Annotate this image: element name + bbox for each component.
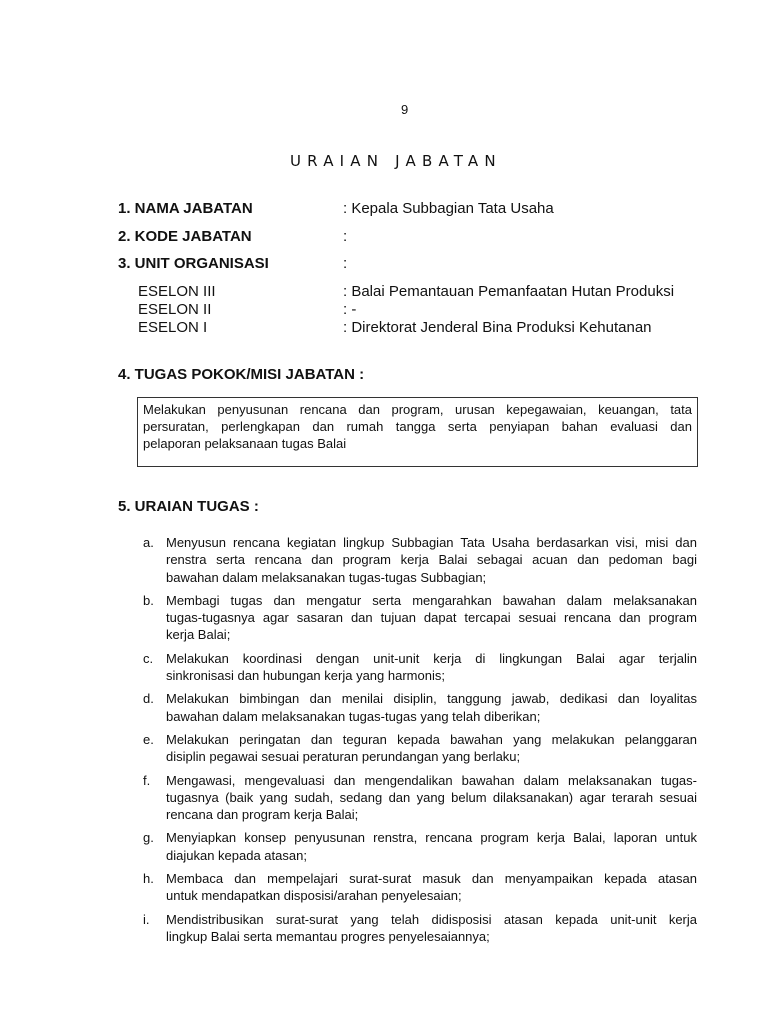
field-label-unit-organisasi: 3. UNIT ORGANISASI <box>118 255 269 272</box>
list-item-line: Melakukan koordinasi dengan unit-unit kerja di lingkungan Balai agar terjalin <box>166 650 697 666</box>
field-label-nama-jabatan: 1. NAMA JABATAN <box>118 200 253 217</box>
list-item-letter: e. <box>143 731 154 747</box>
list-item-text <box>166 829 697 864</box>
eselon-iii-value: : Balai Pemantauan Pemanfaatan Hutan Produksi <box>343 283 675 300</box>
list-item-line: renstra serta rencana dan program kerja Balai sebagai acuan dan pedoman bagi <box>166 552 697 568</box>
eselon-ii-label: ESELON II <box>138 301 212 318</box>
eselon-i-value: : Direktorat Jenderal Bina Produksi Kehutanan <box>343 319 652 336</box>
list-item-line: diajukan kepada atasan; <box>166 847 307 863</box>
list-item-text <box>166 870 697 905</box>
list-item-line: untuk mendapatkan disposisi/arahan penyelesaian; <box>166 888 462 904</box>
list-item-text <box>166 650 697 685</box>
uraian-tugas-list <box>143 534 697 951</box>
tugas-pokok-box <box>137 397 698 467</box>
list-item-line: tugasnya (baik yang sudah, sedang dan yang belum dilaksanakan) agar terarah sesuai <box>166 789 697 805</box>
list-item <box>143 534 697 586</box>
list-item-text <box>166 690 697 725</box>
list-item-line: Melakukan bimbingan dan menilai disiplin, tanggung jawab, dedikasi dan loyalitas <box>166 691 697 707</box>
tugas-pokok-line: pelaporan pelaksanaan tugas Balai <box>143 436 347 451</box>
list-item <box>143 829 697 864</box>
list-item-line: Menyiapkan konsep penyusunan renstra, rencana program kerja Balai, laporan untuk <box>166 830 697 846</box>
list-item-line: tugas-tugasnya agar sasaran dan tujuan dapat tercapai sesuai rencana dan program <box>166 610 697 626</box>
list-item-line: sinkronisasi dan hubungan kerja yang harmonis; <box>166 668 445 684</box>
tugas-pokok-line: persuratan, perlengkapan dan rumah tangga serta penyiapan bahan evaluasi dan <box>143 419 692 434</box>
list-item-letter: c. <box>143 650 154 666</box>
list-item-text <box>166 911 697 946</box>
list-item <box>143 870 697 905</box>
section-5-heading: 5. URAIAN TUGAS : <box>118 498 259 515</box>
list-item <box>143 650 697 685</box>
list-item-line: bawahan dalam melaksanakan tugas-tugas Subbagian; <box>166 569 487 585</box>
section-4-heading: 4. TUGAS POKOK/MISI JABATAN : <box>118 366 365 383</box>
list-item-text <box>166 772 697 824</box>
list-item-letter: d. <box>143 691 154 707</box>
page-number: 9 <box>401 102 409 117</box>
list-item-line: Mendistribusikan surat-surat yang telah didisposisi atasan kepada unit-unit kerja <box>166 911 697 927</box>
list-item-line: Menyusun rencana kegiatan lingkup Subbagian Tata Usaha berdasarkan visi, misi dan <box>166 535 697 550</box>
document-title: URAIAN JABATAN <box>290 152 502 170</box>
list-item-line: Melakukan peringatan dan teguran kepada bawahan yang melakukan pelanggaran <box>166 731 697 747</box>
list-item-line: disiplin pegawai sesuai peraturan perundangan yang berlaku; <box>166 749 521 765</box>
list-item-text <box>166 534 697 586</box>
list-item-line: rencana dan program kerja Balai; <box>166 807 359 823</box>
field-label-kode-jabatan: 2. KODE JABATAN <box>118 228 252 245</box>
eselon-i-label: ESELON I <box>138 319 208 336</box>
list-item-letter: f. <box>143 772 151 788</box>
tugas-pokok-line: Melakukan penyusunan rencana dan program, urusan kepegawaian, keuangan, tata <box>143 402 692 417</box>
list-item <box>143 911 697 946</box>
list-item-line: bawahan dalam melaksanakan tugas-tugas yang telah diberikan; <box>166 708 541 724</box>
list-item-line: Membagi tugas dan mengatur serta mengarahkan bawahan dalam melaksanakan <box>166 592 697 608</box>
list-item <box>143 592 697 644</box>
field-value-nama-jabatan: : Kepala Subbagian Tata Usaha <box>343 200 554 217</box>
list-item-text <box>166 592 697 644</box>
list-item-line: Mengawasi, mengevaluasi dan mengendalikan bawahan dalam melaksanakan tugas- <box>166 772 697 788</box>
list-item-letter: g. <box>143 830 154 846</box>
list-item-letter: i. <box>143 911 150 927</box>
list-item-line: Membaca dan mempelajari surat-surat masuk dan menyampaikan kepada atasan <box>166 871 697 887</box>
eselon-ii-value: : - <box>343 301 357 318</box>
eselon-iii-label: ESELON III <box>138 283 216 300</box>
list-item-text <box>166 731 697 766</box>
list-item <box>143 772 697 824</box>
list-item-line: kerja Balai; <box>166 627 231 643</box>
field-value-kode-jabatan: : <box>343 228 348 245</box>
list-item <box>143 690 697 725</box>
list-item-letter: h. <box>143 871 154 887</box>
field-value-unit-organisasi: : <box>343 255 348 272</box>
list-item-letter: b. <box>143 592 154 608</box>
list-item-line: lingkup Balai serta memantau progres penyelesaiannya; <box>166 928 490 944</box>
list-item-letter: a. <box>143 535 154 550</box>
list-item <box>143 731 697 766</box>
